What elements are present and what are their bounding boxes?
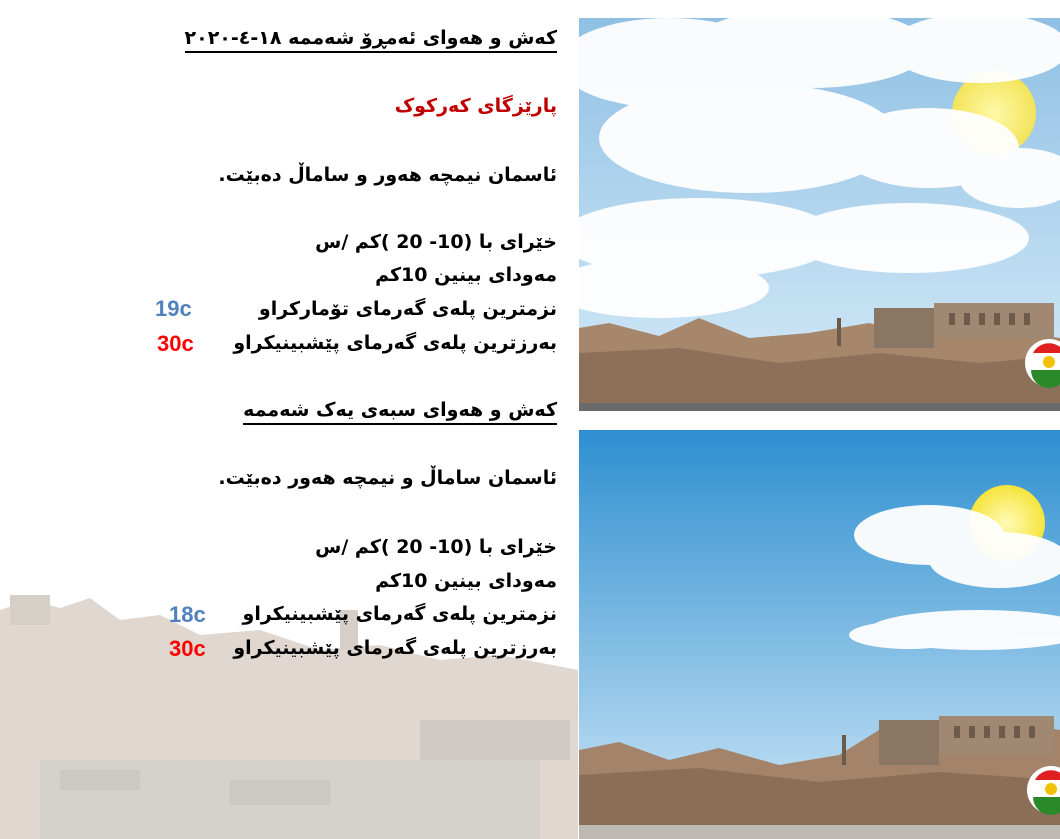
today-high-temp: 30c — [157, 331, 194, 356]
tomorrow-high-temp: 30c — [169, 636, 206, 661]
today-low-temp: 19c — [155, 296, 192, 321]
weather-image-tomorrow — [579, 430, 1060, 839]
today-low-label: نزمترین پلەی گەرمای تۆمارکراو — [258, 298, 557, 320]
tomorrow-low-temp: 18c — [169, 602, 206, 627]
tomorrow-wind: خێرای با (10- 20 )کم /س — [315, 536, 557, 558]
tomorrow-sky: ئاسمان ساماڵ و نیمچە هەور دەبێت. — [218, 467, 557, 489]
today-high-label: بەرزترین پلەی گەرمای پێشبینیکراو — [233, 332, 557, 354]
today-visibility: مەودای بینین 10کم — [375, 264, 557, 286]
tomorrow-low-label: نزمترین پلەی گەرمای پێشبینیکراو — [242, 603, 557, 625]
tomorrow-high-label: بەرزترین پلەی گەرمای پێشبینیکراو — [233, 637, 557, 659]
today-heading: کەش و هەوای ئەمڕۆ شەممە ١٨-٤-٢٠٢٠ — [185, 26, 558, 53]
province-title: پارێزگای کەرکوک — [394, 95, 557, 117]
today-wind: خێرای با (10- 20 )کم /س — [315, 231, 557, 253]
tomorrow-visibility: مەودای بینین 10کم — [375, 570, 557, 592]
weather-image-today — [579, 18, 1060, 411]
today-sky: ئاسمان نیمچە هەور و ساماڵ دەبێت. — [218, 164, 557, 186]
tomorrow-heading: کەش و هەوای سبەی یەک شەممە — [243, 398, 557, 425]
